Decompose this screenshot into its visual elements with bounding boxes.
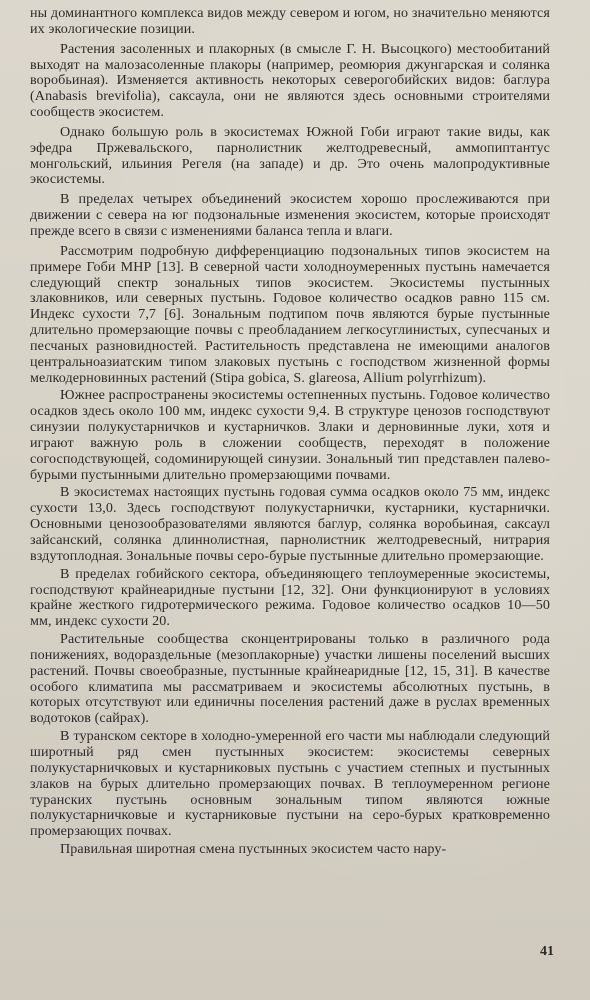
- paragraph: Растения засоленных и плакорных (в смысле Г. Н. Высоцкого) местообитаний выходят на малозасоленные плакоры (например, реомюрия джунгарская и солянка воробьиная). Изменяется активность некоторых северогобийских видов: баглура (Anabasis brevifolia), саксаула, они не являются здесь основными строителями сообществ экосистем.: [30, 40, 550, 121]
- paragraph: Растительные сообщества сконцентрированы только в различного рода понижениях, водораздельные (мезоплакорные) участки лишены поселений высших растений. Почвы своеобразные, пустынные крайнеаридные [12, 15, 31]. В качестве особого климатипа мы рассматриваем и экосистемы абсолютных пустынь, в которых отсутствуют или единичны поселения растений даже в руслах временных водотоков (сайрах).: [30, 631, 550, 727]
- paragraph: В пределах четырех объединений экосистем хорошо прослеживаются при движении с севера на юг подзональные изменения экосистем, которые происходят прежде всего в связи с изменениями баланса тепла и влаги.: [30, 191, 550, 239]
- paragraph: Южнее распространены экосистемы остепненных пустынь. Годовое количество осадков здесь около 100 мм, индекс сухости 9,4. В структуре ценозов господствуют синузии полукустарничков и кустарничков. Злаки и дерновинные луки, хотя и играют важную роль в сложении сообществ, переходят в положение согосподствующей, содоминирующей синузии. Зональный тип представлен палево-бурыми пустынными длительно промерзающими почвами.: [30, 387, 550, 483]
- paragraph: Однако большую роль в экосистемах Южной Гоби играют такие виды, как эфедра Пржевальского, парнолистник желтодревесный, аммопиптантус монгольский, ильиния Регеля (на западе) и др. Это очень малопродуктивные экосистемы.: [30, 123, 550, 188]
- paragraph: В туранском секторе в холодно-умеренной его части мы наблюдали следующий широтный ряд смен пустынных экосистем: экосистемы северных полукустарничковых и кустарниковых пустынь с участием степных и пустынных злаков на бурых длительно промерзающих почвах. В теплоумеренном регионе туранских пустынь основным зональным типом являются южные полукустарничковые и кустарниковые пустыни на серо-бурых кратковременно промерзающих почвах.: [30, 728, 550, 840]
- paragraph: Правильная широтная смена пустынных экосистем часто нару-: [60, 841, 447, 858]
- page-text: [30, 6, 550, 858]
- page-number: 41: [540, 944, 554, 959]
- paragraph: В экосистемах настоящих пустынь годовая сумма осадков около 75 мм, индекс сухости 13,0. Здесь господствуют полукустарнички, кустарники, кустарнички. Основными ценозообразователями являются баглур, солянка воробьиная, саксаул зайсанский, солянка длиннолистная, парнолистник желтодревесный, нитрария вздутоплодная. Зональные почвы серо-бурые пустынные длительно промерзающие.: [30, 484, 550, 564]
- paragraph: Рассмотрим подробную дифференциацию подзональных типов экосистем на примере Гоби МНР [13]. В северной части холодноумеренных пустынь намечается следующий спектр зональных типов экосистем. Экосистемы пустынных злаковников, или северных пустынь. Годовое количество осадков равно 115 см. Индекс сухости 7,7 [6]. Зональным подтипом почв являются бурые пустынные длительно промерзающие почвы с преобладанием легкосуглинистых, супесчаных и песчаных разновидностей. Растительность представлена не имеющими аналогов центральноазиатским типом злаковых пустынь с господством жизненной формы мелкодерновинных растений (Stipa gobica, S. glareosa, Allium polyrrhizum).: [30, 242, 550, 386]
- paragraph: В пределах гобийского сектора, объединяющего теплоумеренные экосистемы, господствуют крайнеаридные пустыни [12, 32]. Они функционируют в условиях крайне жесткого гидротермического режима. Годовое количество осадков 10—50 мм, индекс сухости 20.: [30, 565, 550, 630]
- paragraph: ны доминантного комплекса видов между севером и югом, но значительно меняются их экологические позиции.: [30, 5, 550, 37]
